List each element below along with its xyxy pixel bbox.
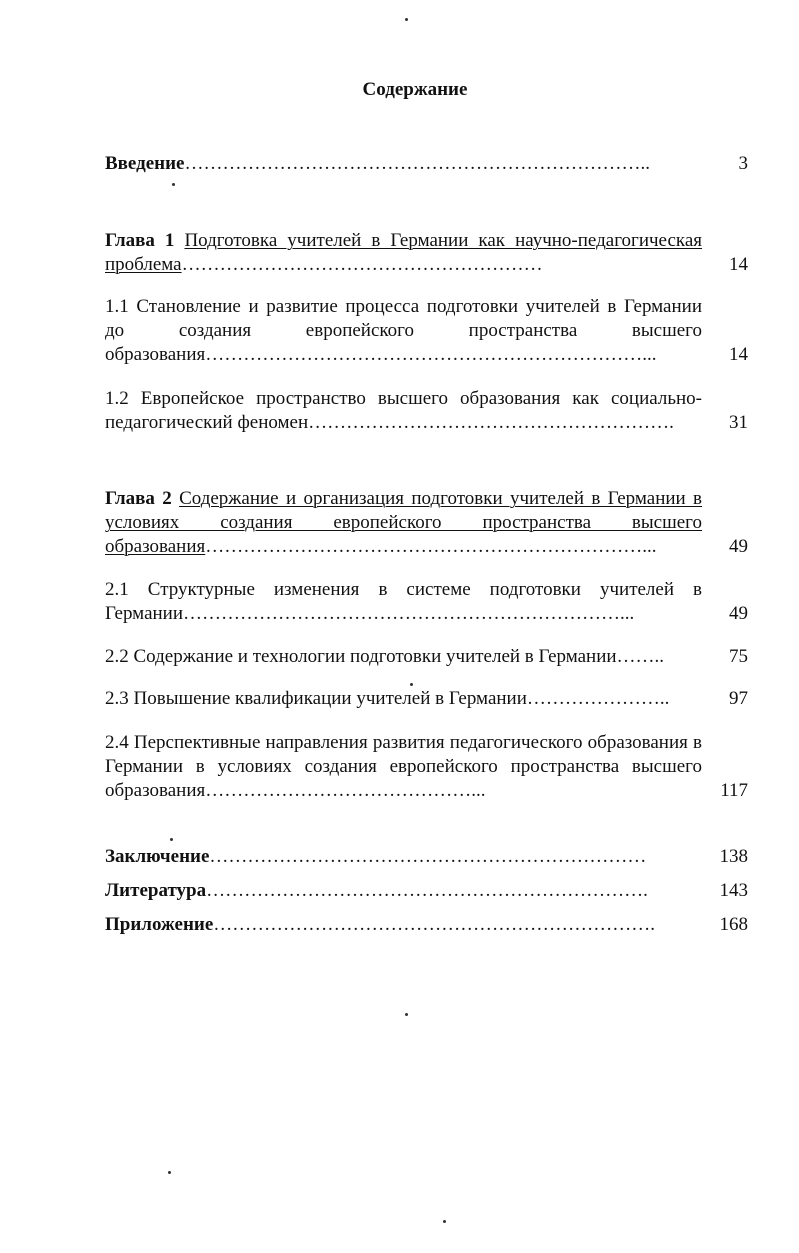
toc-label: 2.2 Содержание и технологии подготовки учителей в Германии bbox=[105, 646, 617, 667]
chapter-number: Глава 2 bbox=[105, 488, 172, 509]
toc-label: 2.1 Структурные изменения в системе подготовки учителей в Германии bbox=[105, 579, 702, 624]
toc-dots: …………………………………………………………… bbox=[209, 846, 647, 867]
toc-page-number: 168 bbox=[719, 914, 748, 935]
scan-speck bbox=[170, 838, 173, 841]
toc-dots: ………………………………………………… bbox=[181, 254, 543, 275]
toc-dots: ……………………………………………………………... bbox=[205, 344, 657, 365]
toc-page-number: 49 bbox=[729, 536, 748, 557]
toc-entry-chapter-2[interactable] bbox=[105, 487, 748, 559]
scan-speck bbox=[443, 1220, 446, 1223]
toc-entry-chapter-1[interactable] bbox=[105, 229, 748, 277]
toc-entry-section-1-1[interactable] bbox=[105, 295, 748, 367]
toc-entry-section-2-2[interactable] bbox=[105, 645, 748, 669]
toc-label: 2.4 Перспективные направления развития педагогического образования в Германии в условиях создания европейского пространства высшего образования bbox=[105, 732, 702, 801]
toc-page-number: 75 bbox=[729, 646, 748, 667]
toc-page-number: 138 bbox=[719, 846, 748, 867]
toc-entry-section-1-2[interactable] bbox=[105, 387, 748, 435]
toc-label: Введение bbox=[105, 153, 185, 174]
toc-dots: …….. bbox=[616, 646, 665, 667]
toc-entry-appendix[interactable] bbox=[105, 913, 748, 937]
toc-label: 1.2 Европейское пространство высшего образования как социально-педагогический феномен bbox=[105, 388, 702, 433]
toc-dots: ……………………………………………………………….. bbox=[184, 153, 650, 174]
scan-speck bbox=[405, 18, 408, 21]
scan-speck bbox=[168, 1171, 171, 1174]
toc-label: Приложение bbox=[105, 914, 214, 935]
toc-page-number: 14 bbox=[729, 344, 748, 365]
toc-dots: ……………………………………………………………. bbox=[213, 914, 656, 935]
toc-dots: ……………………………………... bbox=[205, 780, 486, 801]
toc-page-number: 117 bbox=[720, 780, 748, 801]
toc-dots: ………………….. bbox=[526, 688, 670, 709]
toc-label: Заключение bbox=[105, 846, 210, 867]
toc-entry-section-2-3[interactable] bbox=[105, 687, 748, 711]
toc-page-number: 14 bbox=[729, 254, 748, 275]
toc-page-number: 31 bbox=[729, 412, 748, 433]
toc-dots: …………………………………………………. bbox=[308, 412, 674, 433]
toc-entry-references[interactable] bbox=[105, 879, 748, 903]
toc-dots: ……………………………………………………………... bbox=[205, 536, 657, 557]
toc-label: 2.3 Повышение квалификации учителей в Германии bbox=[105, 688, 527, 709]
scan-speck bbox=[410, 683, 413, 686]
toc-entry-section-2-4[interactable] bbox=[105, 731, 748, 803]
toc-label: Содержание и организация подготовки учителей в Германии в условиях создания европейского пространства высшего образования bbox=[105, 488, 703, 557]
toc-page-number: 143 bbox=[719, 880, 748, 901]
toc-page-number: 3 bbox=[738, 153, 748, 174]
toc-label: 1.1 Становление и развитие процесса подготовки учителей в Германии до создания европейского пространства высшего образования bbox=[105, 296, 702, 365]
toc-page-number: 49 bbox=[729, 603, 748, 624]
scan-speck bbox=[172, 183, 175, 186]
chapter-number: Глава 1 bbox=[105, 230, 175, 251]
toc-label: Литература bbox=[105, 880, 207, 901]
scan-speck bbox=[405, 1013, 408, 1016]
toc-entry-introduction[interactable] bbox=[105, 152, 748, 176]
toc-entry-conclusion[interactable] bbox=[105, 845, 748, 869]
toc-label: Подготовка учителей в Германии как научно-педагогическая проблема bbox=[105, 230, 703, 275]
toc-dots: ……………………………………………………………... bbox=[183, 603, 635, 624]
toc-dots: ……………………………………………………………. bbox=[206, 880, 648, 901]
toc-page-number: 97 bbox=[729, 688, 748, 709]
toc-entry-section-2-1[interactable] bbox=[105, 578, 748, 626]
page-title: Содержание bbox=[362, 79, 468, 100]
